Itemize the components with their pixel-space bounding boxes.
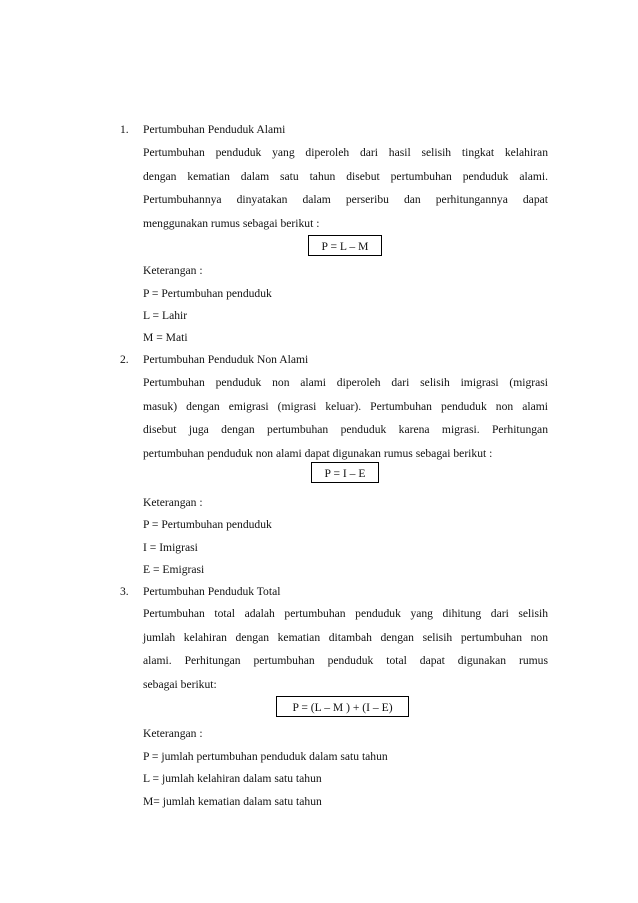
paragraph-line: menggunakan rumus sebagai berikut : — [143, 216, 320, 230]
section-number: 1. — [120, 123, 129, 136]
paragraph-line: sebagai berikut: — [143, 677, 217, 691]
keterangan-label: Keterangan : — [143, 496, 203, 509]
paragraph-line: dengan kematian dalam satu tahun disebut pertumbuhan penduduk alami. — [143, 169, 548, 183]
section-title: Pertumbuhan Penduduk Total — [143, 585, 281, 598]
section-paragraph — [143, 144, 548, 238]
keterangan-item: L = Lahir — [143, 309, 188, 322]
section-number: 3. — [120, 585, 129, 598]
paragraph-line: alami. Perhitungan pertumbuhan penduduk total dapat digunakan rumus — [143, 654, 548, 667]
keterangan-item: E = Emigrasi — [143, 563, 205, 576]
section-title: Pertumbuhan Penduduk Alami — [143, 123, 286, 136]
keterangan-item: M= jumlah kematian dalam satu tahun — [143, 795, 322, 808]
section-title: Pertumbuhan Penduduk Non Alami — [143, 353, 309, 366]
paragraph-line: Pertumbuhan penduduk non alami diperoleh dari selisih imigrasi (migrasi — [143, 376, 548, 389]
keterangan-item: P = jumlah pertumbuhan penduduk dalam satu tahun — [143, 750, 388, 763]
paragraph-line: disebut juga dengan pertumbuhan penduduk karena migrasi. Perhitungan — [143, 423, 548, 436]
paragraph-line: Pertumbuhan penduduk yang diperoleh dari hasil selisih tingkat kelahiran — [143, 146, 548, 159]
formula-box: P = I – E — [311, 462, 379, 483]
keterangan-label: Keterangan : — [143, 264, 203, 277]
keterangan-item: I = Imigrasi — [143, 541, 198, 554]
section-number: 2. — [120, 353, 129, 366]
formula-box: P = (L – M ) + (I – E) — [276, 696, 409, 717]
keterangan-item: P = Pertumbuhan penduduk — [143, 287, 272, 300]
formula-box: P = L – M — [308, 235, 382, 256]
section-paragraph — [143, 374, 548, 468]
keterangan-item: M = Mati — [143, 331, 188, 344]
paragraph-line: jumlah kelahiran dengan kematian ditambah dengan selisih pertumbuhan non — [143, 630, 548, 644]
paragraph-line: Pertumbuhannya dinyatakan dalam perseribu dan perhitungannya dapat — [143, 193, 548, 206]
paragraph-line: pertumbuhan penduduk non alami dapat digunakan rumus sebagai berikut : — [143, 446, 493, 460]
keterangan-item: L = jumlah kelahiran dalam satu tahun — [143, 772, 322, 785]
section-paragraph — [143, 605, 548, 699]
keterangan-label: Keterangan : — [143, 727, 203, 740]
keterangan-item: P = Pertumbuhan penduduk — [143, 518, 272, 531]
paragraph-line: Pertumbuhan total adalah pertumbuhan penduduk yang dihitung dari selisih — [143, 607, 548, 620]
paragraph-line: masuk) dengan emigrasi (migrasi keluar). Pertumbuhan penduduk non alami — [143, 399, 548, 413]
